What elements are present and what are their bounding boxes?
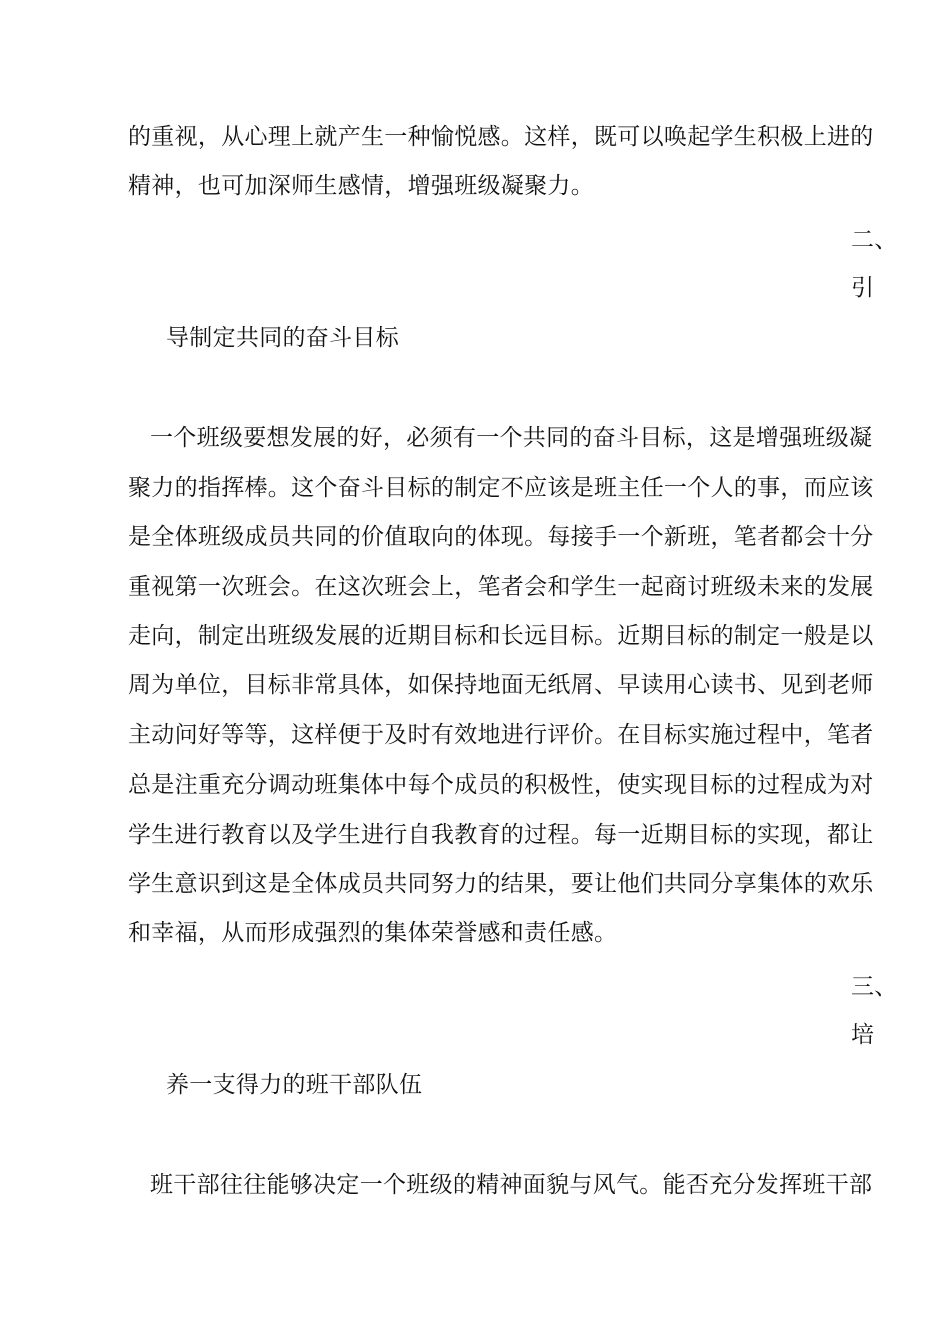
text-line: 周为单位，目标非常具体，如保持地面无纸屑、早读用心读书、见到老师 bbox=[128, 672, 874, 698]
text-line: 重视第一次班会。在这次班会上，笔者会和学生一起商讨班级未来的发展 bbox=[128, 574, 874, 600]
section-heading-first-char: 引 bbox=[851, 275, 875, 301]
text-line: 是全体班级成员共同的价值取向的体现。每接手一个新班，笔者都会十分 bbox=[128, 524, 874, 550]
text-line: 一个班级要想发展的好，必须有一个共同的奋斗目标，这是增强班级凝 bbox=[150, 425, 873, 451]
section-heading-first-char: 培 bbox=[851, 1022, 875, 1048]
text-line: 主动问好等等，这样便于及时有效地进行评价。在目标实施过程中，笔者 bbox=[128, 722, 874, 748]
text-line: 聚力的指挥棒。这个奋斗目标的制定不应该是班主任一个人的事，而应该 bbox=[128, 475, 874, 501]
text-line: 的重视，从心理上就产生一种愉悦感。这样，既可以唤起学生积极上进的 bbox=[128, 124, 874, 150]
text-line: 精神，也可加深师生感情，增强班级凝聚力。 bbox=[128, 173, 594, 199]
section-heading: 导制定共同的奋斗目标 bbox=[166, 325, 399, 351]
section-number: 三、 bbox=[851, 974, 898, 1000]
text-line: 总是注重充分调动班集体中每个成员的积极性，使实现目标的过程成为对 bbox=[128, 772, 874, 798]
section-heading: 养一支得力的班干部队伍 bbox=[166, 1072, 423, 1098]
text-line: 学生意识到这是全体成员共同努力的结果，要让他们共同分享集体的欢乐 bbox=[128, 871, 874, 897]
text-line: 学生进行教育以及学生进行自我教育的过程。每一近期目标的实现，都让 bbox=[128, 822, 874, 848]
text-line: 走向，制定出班级发展的近期目标和长远目标。近期目标的制定一般是以 bbox=[128, 623, 874, 649]
section-number: 二、 bbox=[851, 227, 898, 253]
text-line: 班干部往往能够决定一个班级的精神面貌与风气。能否充分发挥班干部 bbox=[150, 1172, 873, 1198]
text-line: 和幸福，从而形成强烈的集体荣誉感和责任感。 bbox=[128, 920, 618, 946]
